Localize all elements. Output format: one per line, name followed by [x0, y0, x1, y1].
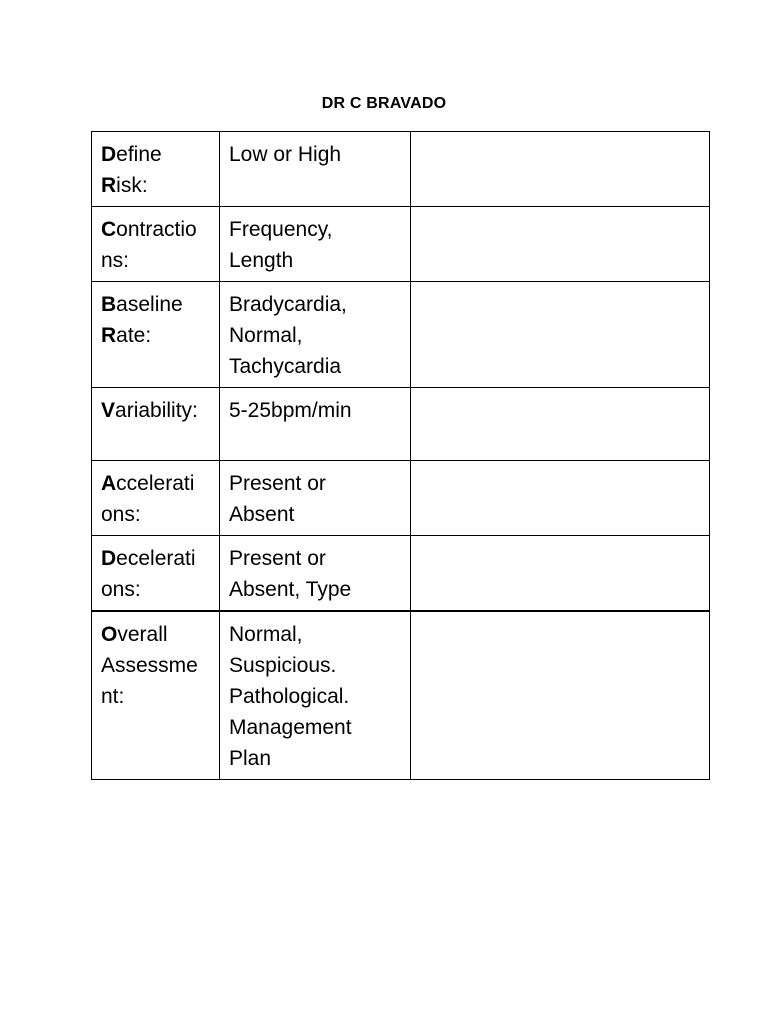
- term-line: [101, 289, 215, 320]
- term-initial: O: [101, 623, 118, 646]
- table-row-baseline-rate: [92, 282, 710, 388]
- term-text: aseline: [116, 293, 183, 316]
- term-line: [101, 170, 215, 201]
- term-text: ontractio: [116, 218, 197, 241]
- value-line: Present or: [229, 472, 326, 495]
- notes-cell[interactable]: [411, 132, 710, 207]
- notes-cell[interactable]: [411, 611, 710, 780]
- bravado-table: [91, 131, 710, 780]
- term-initial: R: [101, 324, 117, 347]
- value-line: Frequency,: [229, 218, 333, 241]
- term-text: ariability:: [115, 399, 198, 422]
- value-line: Absent: [229, 503, 295, 526]
- term-initial: D: [101, 143, 117, 166]
- term-line: nt:: [101, 685, 125, 708]
- term-text: ccelerati: [116, 472, 195, 495]
- value-line: Normal,: [229, 324, 303, 347]
- term-initial: V: [101, 399, 116, 422]
- value-line: Absent, Type: [229, 578, 352, 601]
- table-row-contractions: [92, 207, 710, 282]
- value-cell: [220, 536, 411, 612]
- term-initial: B: [101, 293, 117, 316]
- term-text: ate:: [116, 324, 152, 347]
- value-cell: [220, 461, 411, 536]
- term-line: ons:: [101, 503, 141, 526]
- value-line: 5-25bpm/min: [229, 399, 352, 422]
- value-line: Tachycardia: [229, 355, 342, 378]
- term-line: ns:: [101, 249, 130, 272]
- value-cell: [220, 388, 411, 461]
- value-line: Length: [229, 249, 294, 272]
- value-line: Management: [229, 716, 352, 739]
- value-line: Plan: [229, 747, 272, 770]
- term-cell: [92, 611, 220, 780]
- table-row-accelerations: [92, 461, 710, 536]
- term-cell: [92, 132, 220, 207]
- term-initial: C: [101, 218, 117, 241]
- term-line: ons:: [101, 578, 141, 601]
- value-line: Suspicious.: [229, 654, 337, 677]
- term-text: ecelerati: [116, 547, 196, 570]
- value-line: Normal,: [229, 623, 303, 646]
- table-row-overall-assessment: [92, 611, 710, 780]
- notes-cell[interactable]: [411, 282, 710, 388]
- value-line: Pathological.: [229, 685, 350, 708]
- term-line: [101, 395, 217, 426]
- term-line: [101, 468, 215, 499]
- term-line: [101, 320, 215, 351]
- value-line: Low or High: [229, 143, 342, 166]
- table-row-variability: [92, 388, 710, 461]
- value-cell: [220, 207, 411, 282]
- term-line: [101, 139, 215, 170]
- notes-cell[interactable]: [411, 461, 710, 536]
- value-line: Bradycardia,: [229, 293, 347, 316]
- table-row-define-risk: [92, 132, 710, 207]
- term-line: [101, 543, 215, 574]
- term-cell: [92, 536, 220, 612]
- notes-cell[interactable]: [411, 207, 710, 282]
- value-cell: [220, 282, 411, 388]
- term-cell: [92, 282, 220, 388]
- notes-cell[interactable]: [411, 536, 710, 612]
- term-cell: [92, 461, 220, 536]
- term-line: [101, 619, 215, 650]
- term-initial: R: [101, 174, 117, 197]
- term-initial: A: [101, 472, 117, 495]
- value-line: Present or: [229, 547, 326, 570]
- term-cell: [92, 207, 220, 282]
- term-line: Assessme: [101, 654, 198, 677]
- term-text: isk:: [116, 174, 148, 197]
- term-line: [101, 214, 215, 245]
- term-cell: [92, 388, 220, 461]
- value-cell: [220, 132, 411, 207]
- page-title: DR C BRAVADO: [321, 95, 447, 112]
- term-initial: D: [101, 547, 117, 570]
- notes-cell[interactable]: [411, 388, 710, 461]
- value-cell: [220, 611, 411, 780]
- term-text: efine: [116, 143, 162, 166]
- term-text: verall: [117, 623, 168, 646]
- table-row-decelerations: [92, 536, 710, 612]
